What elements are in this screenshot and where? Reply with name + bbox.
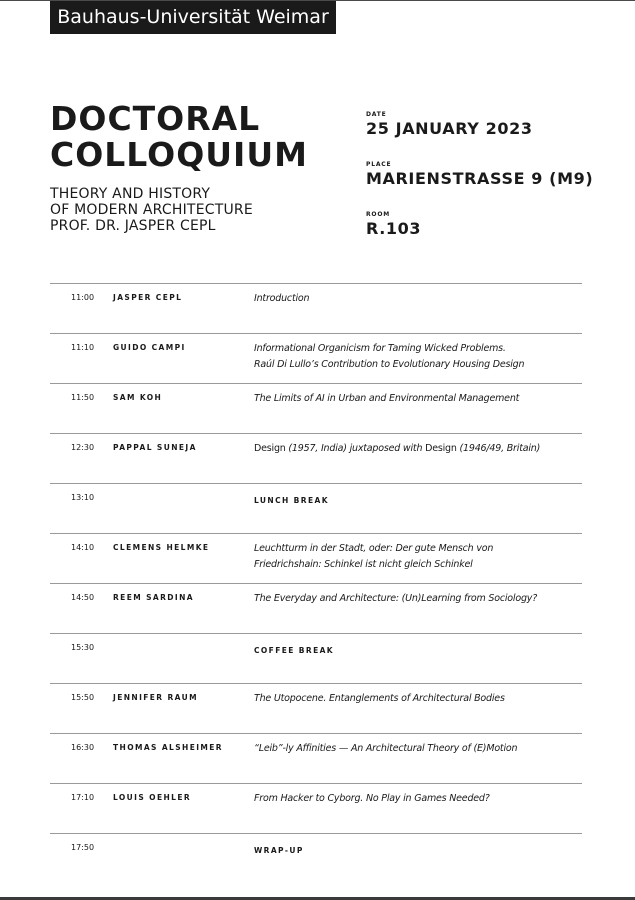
session-title <box>254 741 582 757</box>
session-title-line <box>254 441 582 457</box>
schedule-row <box>50 483 582 533</box>
schedule-row <box>50 533 582 583</box>
session-time: 11:10 <box>71 343 95 352</box>
session-title-line: From Hacker to Cyborg. No Play in Games Needed? <box>254 793 490 804</box>
session-time: 15:50 <box>71 693 95 702</box>
film-title: Design <box>425 443 457 454</box>
schedule-row <box>50 633 582 683</box>
place-label: PLACE <box>366 161 392 168</box>
session-title <box>254 441 582 457</box>
title-line-1: DOCTORAL <box>50 99 261 138</box>
break-label: LUNCH BREAK <box>254 496 329 505</box>
session-title-line: Raúl Di Lullo’s Contribution to Evolutionary Housing Design <box>254 359 525 370</box>
break-label: WRAP-UP <box>254 846 304 855</box>
session-title-line: “Leib”-ly Affinities — An Architectural Theory of (E)Motion <box>254 743 518 754</box>
session-title-line: Friedrichshain: Schinkel ist nicht gleich Schinkel <box>254 559 473 570</box>
session-time: 17:10 <box>71 793 95 802</box>
film-title: Design <box>254 443 286 454</box>
schedule-row <box>50 833 582 883</box>
schedule-row <box>50 583 582 633</box>
session-speaker: LOUIS OEHLER <box>113 793 192 802</box>
room-value: R.103 <box>366 219 422 238</box>
subtitle <box>50 186 350 234</box>
session-speaker: GUIDO CAMPI <box>113 343 186 352</box>
title-line-2: COLLOQUIUM <box>50 135 308 174</box>
session-time: 15:30 <box>71 643 95 652</box>
schedule-row <box>50 433 582 483</box>
session-title-line: The Everyday and Architecture: (Un)Learning from Sociology? <box>254 593 538 604</box>
session-speaker: PAPPAL SUNEJA <box>113 443 197 452</box>
session-title <box>254 291 582 307</box>
schedule-table <box>50 283 582 883</box>
session-time: 11:00 <box>71 293 95 302</box>
session-time: 17:50 <box>71 843 95 852</box>
title-text: (1957, India) juxtaposed with <box>285 443 426 454</box>
session-time: 13:10 <box>71 493 95 502</box>
subtitle-line-2: OF MODERN ARCHITECTURE <box>50 202 253 218</box>
session-speaker: SAM KOH <box>113 393 163 402</box>
schedule-row <box>50 383 582 433</box>
session-title <box>254 591 582 607</box>
session-title <box>254 791 582 807</box>
place-value: MARIENSTRASSE 9 (M9) <box>366 169 594 188</box>
place-block <box>366 161 606 189</box>
room-block <box>366 211 606 239</box>
schedule-row <box>50 783 582 833</box>
session-speaker: CLEMENS HELMKE <box>113 543 210 552</box>
session-title-line: The Utopocene. Entanglements of Architectural Bodies <box>254 693 505 704</box>
date-label: DATE <box>366 111 387 118</box>
schedule-row <box>50 733 582 783</box>
session-title <box>254 691 582 707</box>
session-title <box>254 541 582 573</box>
session-speaker: JENNIFER RAUM <box>113 693 198 702</box>
break-label: COFFEE BREAK <box>254 646 335 655</box>
session-speaker: JASPER CEPL <box>113 293 183 302</box>
date-block <box>366 111 606 139</box>
session-time: 14:10 <box>71 543 95 552</box>
session-title <box>254 391 582 407</box>
session-title-line: The Limits of AI in Urban and Environmental Management <box>254 393 520 404</box>
session-title-line: Introduction <box>254 293 310 304</box>
title-text: (1946/49, Britain) <box>456 443 541 454</box>
schedule-row <box>50 283 582 333</box>
session-speaker: REEM SARDINA <box>113 593 194 602</box>
session-title <box>254 341 582 373</box>
room-label: ROOM <box>366 211 390 218</box>
schedule-row <box>50 683 582 733</box>
date-value: 25 JANUARY 2023 <box>366 119 533 138</box>
session-title-line: Informational Organicism for Taming Wicked Problems. <box>254 343 506 354</box>
session-time: 14:50 <box>71 593 95 602</box>
session-title-line: Leuchtturm in der Stadt, oder: Der gute Mensch von <box>254 543 494 554</box>
subtitle-line-3: PROF. DR. JASPER CEPL <box>50 218 216 234</box>
schedule-row <box>50 333 582 383</box>
session-time: 12:30 <box>71 443 95 452</box>
institution-logo: Bauhaus-Universität Weimar <box>50 1 336 34</box>
session-time: 11:50 <box>71 393 95 402</box>
session-time: 16:30 <box>71 743 95 752</box>
subtitle-line-1: THEORY AND HISTORY <box>50 186 211 202</box>
page-title <box>50 101 350 173</box>
session-speaker: THOMAS ALSHEIMER <box>113 743 223 752</box>
